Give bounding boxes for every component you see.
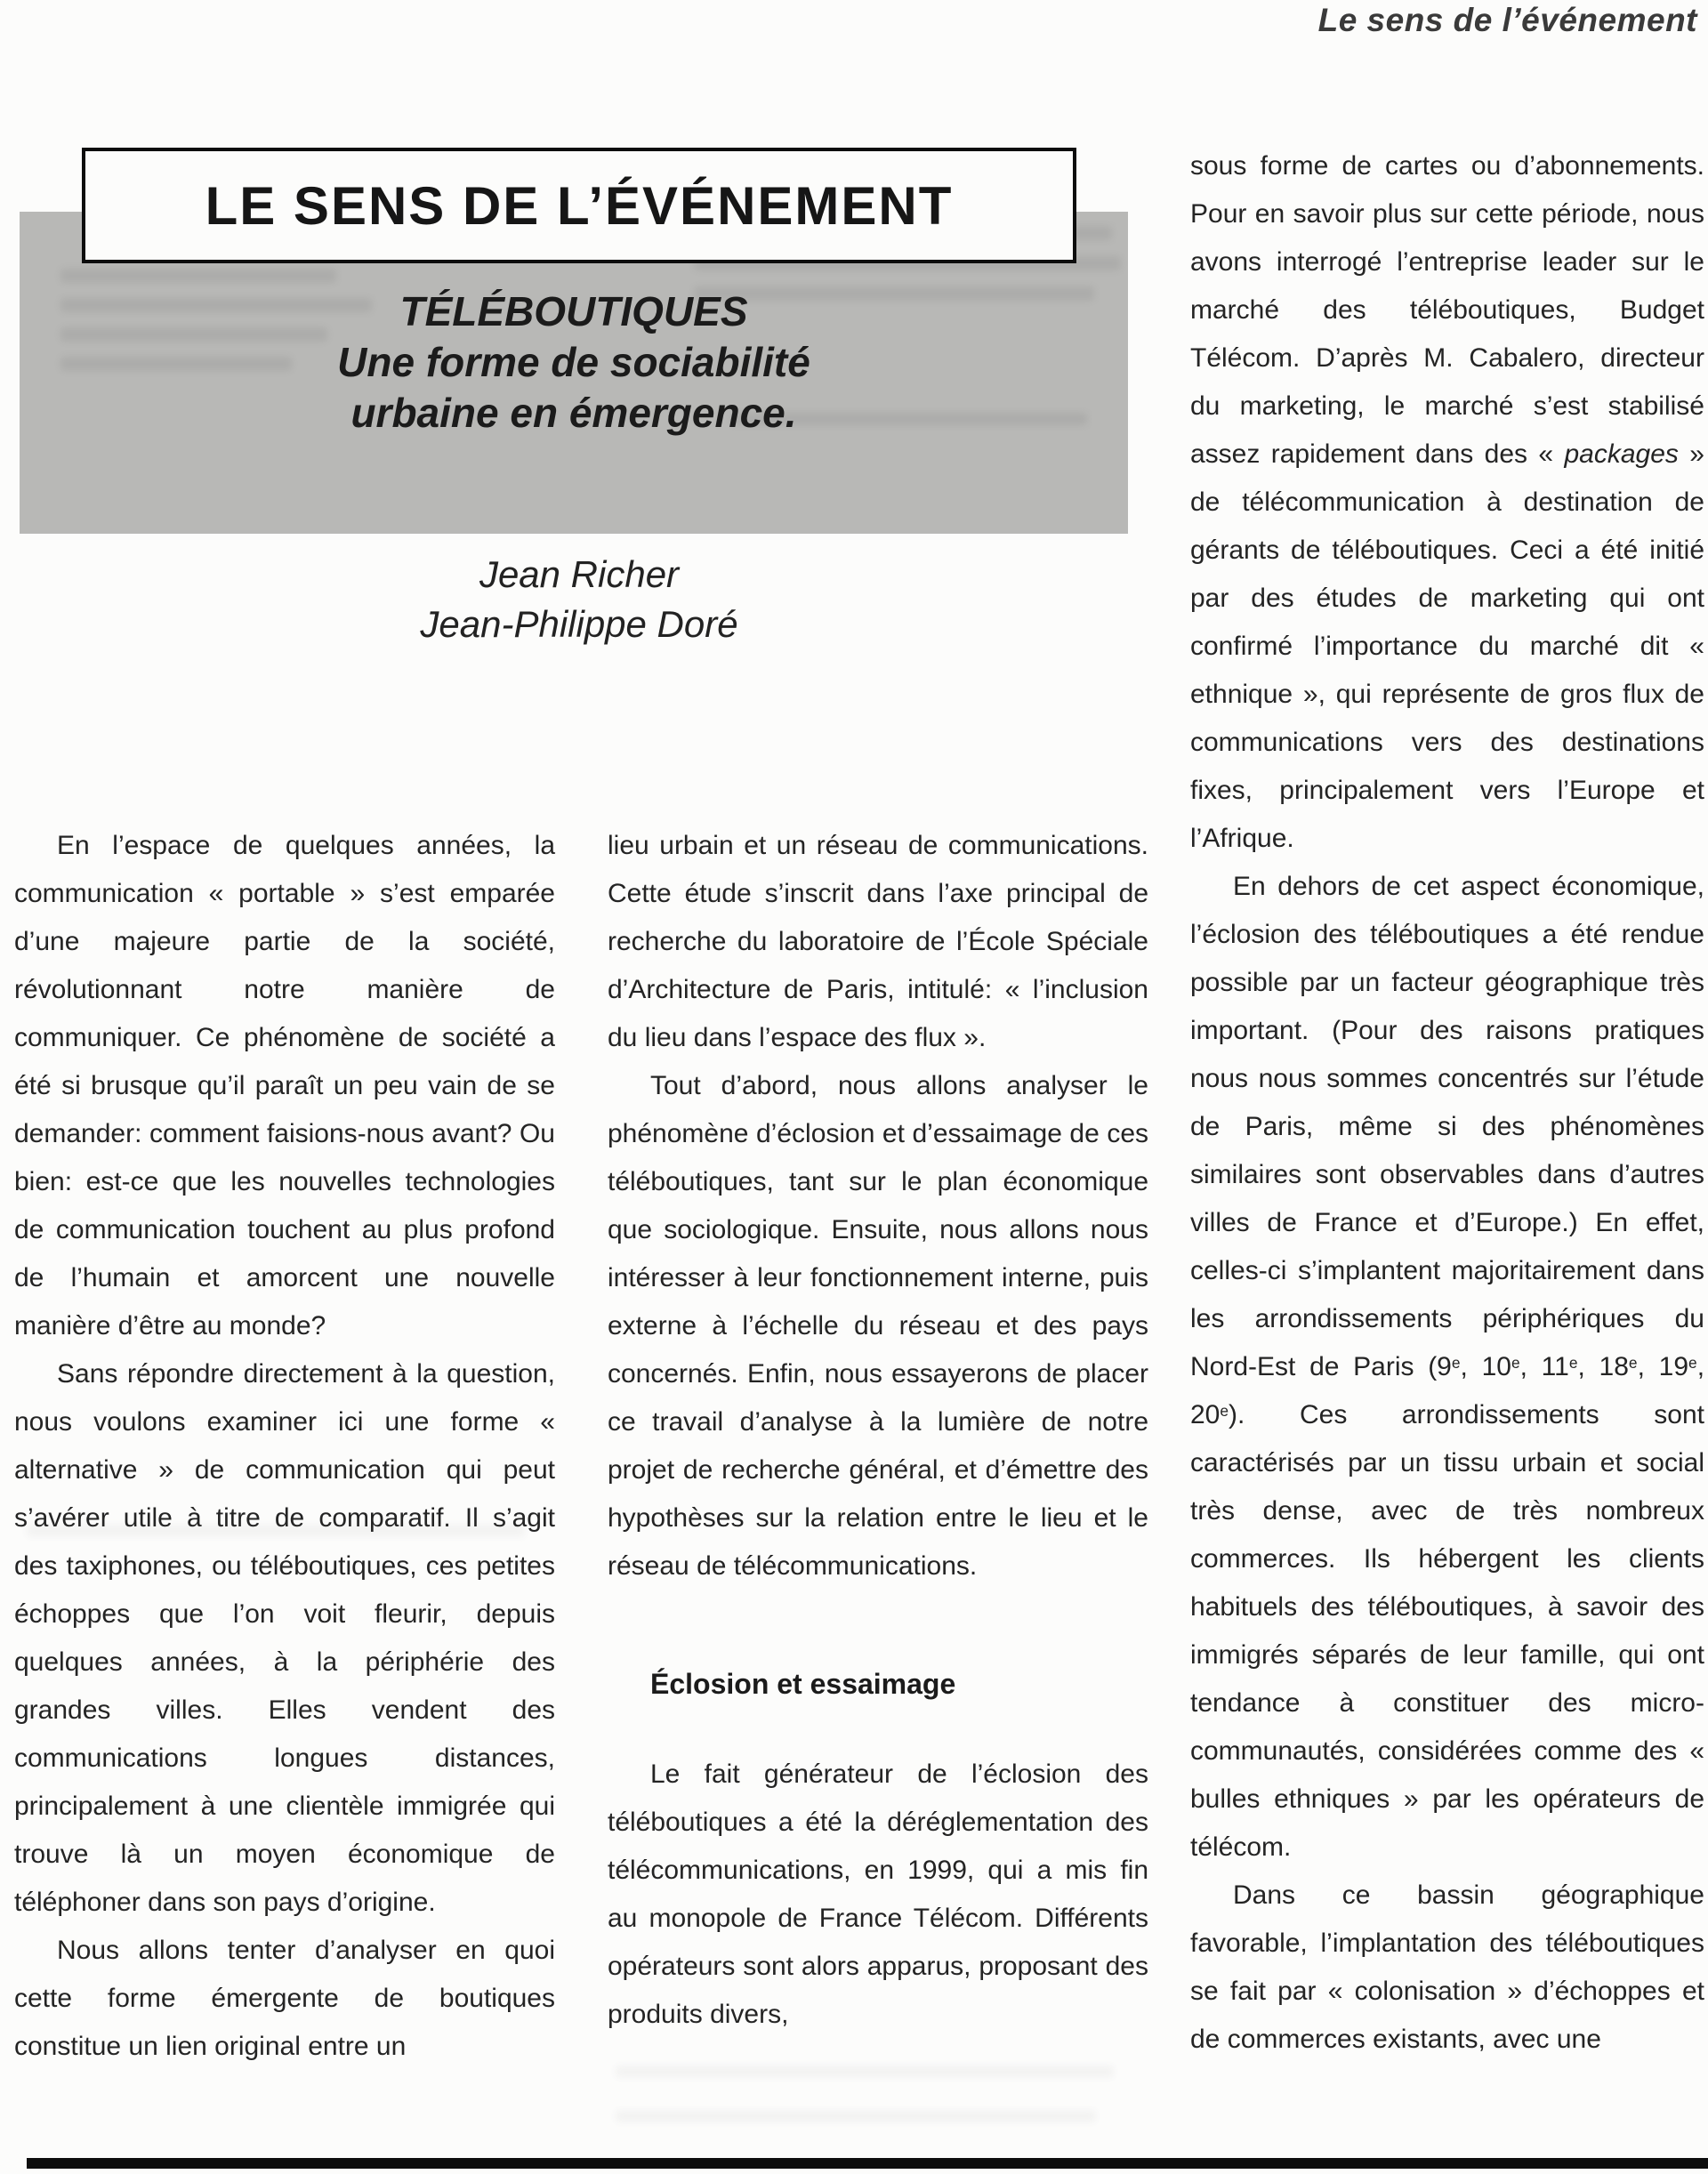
left-column xyxy=(14,822,555,2071)
subtitle-line: TÉLÉBOUTIQUES xyxy=(399,288,748,334)
paragraph: Tout d’abord, nous allons analyser le phénomène d’éclosion et d’essaimage de ces téléboutiques, tant sur le plan économique que sociologique. Ensuite, nous allons nous intéresser à leur fonctionnement interne, puis externe à l’échelle du réseau et des pays concernés. Enfin, nous essayerons de placer ce travail d’analyse à la lumière de notre projet de recherche général, et d’émettre des hypothèses sur la relation entre le lieu et le réseau de télécommunications. xyxy=(608,1071,1148,1581)
middle-column xyxy=(608,822,1148,2039)
paragraph: Dans ce bassin géographique favorable, l’implantation des téléboutiques se fait par « colonisation » d’échoppes et de commerces existants, avec une xyxy=(1190,1880,1704,2054)
section-heading: Éclosion et essaimage xyxy=(650,1668,956,1700)
bottom-rule xyxy=(27,2158,1708,2169)
scan-bleed-artifact xyxy=(616,2110,1096,2122)
section-title: LE SENS DE L’ÉVÉNEMENT xyxy=(205,175,954,236)
author-name: Jean-Philippe Doré xyxy=(420,603,738,645)
paragraph: Sans répondre directement à la question, nous voulons examiner ici une forme « alternative » de communication qui peut s’avérer utile à titre de comparatif. Il s’agit des taxiphones, ou téléboutiques, ces petites échoppes que l’on voit fleurir, depuis quelques années, à la périphérie des grandes villes. Elles vendent des communications longues distances, principalement à une clientèle immigrée qui trouve là un moyen économique de téléphoner dans son pays d’origine. xyxy=(14,1359,555,1917)
authors-block xyxy=(82,550,1076,649)
paragraph: sous forme de cartes ou d’abonnements. Pour en savoir plus sur cette période, nous avons interrogé l’entreprise leader sur le marché des téléboutiques, Budget Télécom. D’après M. Cabalero, directeur du marketing, le marché s’est stabilisé assez rapidement dans des « packages » de télécommunication à destination de gérants de téléboutiques. Ceci a été initié par des études de marketing qui ont confirmé l’importance du marché dit « ethnique », qui représente de gros flux de communications vers des destinations fixes, principalement vers l’Europe et l’Afrique. xyxy=(1190,151,1704,853)
subtitle-line: urbaine en émergence. xyxy=(350,390,797,436)
article-subtitle xyxy=(20,286,1128,439)
scan-bleed-artifact xyxy=(27,1525,525,1537)
right-column xyxy=(1190,142,1704,2064)
author-name: Jean Richer xyxy=(479,553,680,595)
paragraph: Nous allons tenter d’analyser en quoi cette forme émergente de boutiques constitue un lien original entre un xyxy=(14,1936,555,2061)
running-header: Le sens de l’événement xyxy=(1317,2,1697,38)
paragraph: Le fait générateur de l’éclosion des téléboutiques a été la déréglementation des télécommunications, en 1999, qui a mis fin au monopole de France Télécom. Différents opérateurs sont alors apparus, proposant des produits divers, xyxy=(608,1759,1148,2029)
paragraph: En dehors de cet aspect économique, l’éclosion des téléboutiques a été rendue possible par un facteur géographique très important. (Pour des raisons pratiques nous nous sommes concentrés sur l’étude de Paris, même si des phénomènes similaires sont observables dans d’autres villes de France et d’Europe.) En effet, celles-ci s’implantent majoritairement dans les arrondissements périphériques du Nord-Est de Paris (9e, 10e, 11e, 18e, 19e, 20e). Ces arrondissements sont caractérisés par un tissu urbain et social très dense, avec de très nombreux commerces. Ils hébergent les clients habituels des téléboutiques, à savoir des immigrés séparés de leur famille, qui ont tendance à constituer des micro-communautés, considérées comme des « bulles ethniques » par les opérateurs de télécom. xyxy=(1190,872,1705,1862)
paragraph: En l’espace de quelques années, la communication « portable » s’est emparée d’une majeure partie de la société, révolutionnant notre manière de communiquer. Ce phénomène de société a été si brusque qu’il paraît un peu vain de se demander: comment faisions-nous avant? Ou bien: est-ce que les nouvelles technologies de communication touchent au plus profond de l’humain et amorcent une nouvelle manière d’être au monde? xyxy=(14,831,555,1341)
subtitle-line: Une forme de sociabilité xyxy=(337,339,810,385)
scan-bleed-artifact xyxy=(60,269,336,283)
section-title-box xyxy=(82,148,1076,263)
scan-bleed-artifact xyxy=(616,2065,1114,2078)
paragraph: lieu urbain et un réseau de communications. Cette étude s’inscrit dans l’axe principal de recherche du laboratoire de l’École Spéciale d’Architecture de Paris, intitulé: « l’inclusion du lieu dans l’espace des flux ». xyxy=(608,831,1148,1052)
